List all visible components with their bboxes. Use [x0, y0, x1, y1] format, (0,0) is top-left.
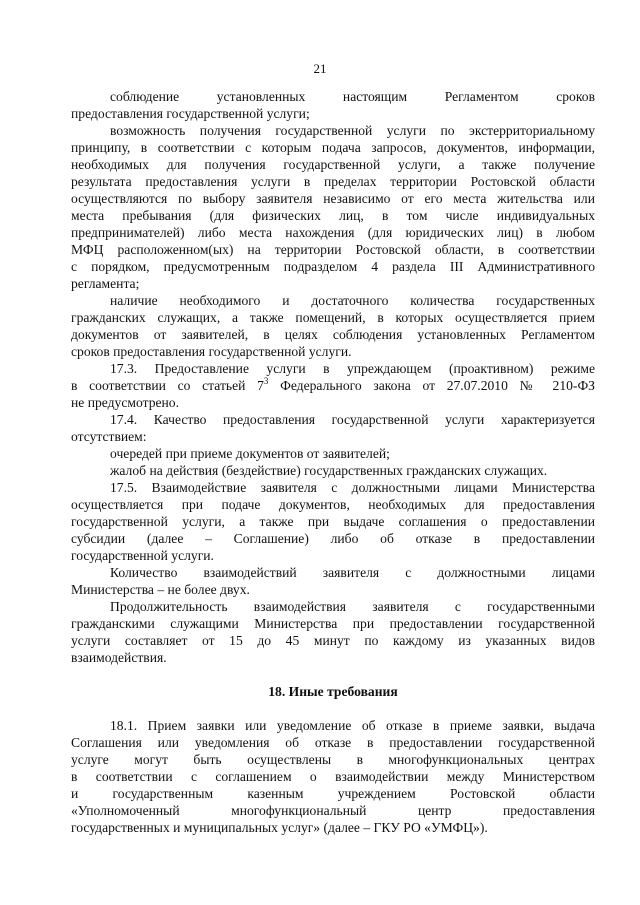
text-line	[71, 479, 595, 496]
text-line	[71, 411, 595, 428]
line-text: возможность получения государственной услуги по экстерриториальному	[110, 123, 595, 138]
paragraphs-section-18	[71, 717, 595, 836]
line-text: 17.5. Взаимодействие заявителя с должностными лицами Министерства	[110, 480, 595, 495]
line-text: Количество взаимодействий заявителя с должностными лицами	[110, 565, 595, 580]
text-line	[71, 632, 595, 649]
line-text: МФЦ расположенном(ых) на территории Ростовской области, в соответствии	[71, 242, 595, 257]
text-line	[71, 173, 595, 190]
line-text: в соответствии со статьей 7	[71, 378, 264, 393]
line-text: осуществляется при подаче документов, необходимых для предоставления	[71, 497, 595, 512]
line-text: жалоб на действия (бездействие) государственных гражданских служащих.	[110, 463, 548, 478]
text-line	[71, 105, 595, 122]
page-number: 21	[313, 61, 327, 76]
text-line	[71, 462, 595, 479]
text-line	[71, 734, 595, 751]
text-line	[71, 615, 595, 632]
document-body	[71, 88, 595, 836]
text-line	[71, 717, 595, 734]
line-text: сроков предоставления государственной услуги.	[71, 344, 352, 359]
line-text: результата предоставления услуги в пределах территории Ростовской области	[71, 174, 595, 189]
text-line	[71, 377, 595, 394]
line-text: места пребывания (для физических лиц, в том числе индивидуальных	[71, 208, 595, 223]
text-line	[71, 649, 595, 666]
text-line	[71, 445, 595, 462]
text-line	[71, 224, 595, 241]
line-text: услуге могут быть осуществлены в многофункциональных центрах	[71, 752, 595, 767]
text-line	[71, 241, 595, 258]
line-text: регламента;	[71, 276, 140, 291]
text-line	[71, 768, 595, 785]
line-text: Соглашения или уведомления об отказе в предоставлении государственной	[71, 735, 595, 750]
text-line	[71, 88, 595, 105]
text-line	[71, 598, 595, 615]
line-text: предоставления государственной услуги;	[71, 106, 310, 121]
spacer	[71, 700, 595, 717]
line-text: и государственным казенным учреждением Ростовской области	[71, 786, 595, 801]
line-text-after: Федерального закона от 27.07.2010 № 210-ФЗ	[268, 378, 595, 393]
line-text: соблюдение установленных настоящим Регламентом сроков	[110, 89, 595, 104]
line-text: необходимых для получения государственной услуги, а также получение	[71, 157, 595, 172]
paragraphs-section-17	[71, 88, 595, 666]
text-line	[71, 785, 595, 802]
text-line	[71, 360, 595, 377]
line-text: 17.4. Качество предоставления государственной услуги характеризуется	[110, 412, 595, 427]
text-line	[71, 802, 595, 819]
line-text: государственной услуги, а также при выдаче соглашения о предоставлении	[71, 514, 595, 529]
line-text: Продолжительность взаимодействия заявителя с государственными	[110, 599, 595, 614]
line-text: не предусмотрено.	[71, 395, 180, 410]
line-text: предпринимателей) либо места нахождения (для юридических лиц) в любом	[71, 225, 595, 240]
text-line	[71, 207, 595, 224]
line-text: государственной услуги.	[71, 548, 214, 563]
text-line	[71, 819, 595, 836]
superscript: 3	[263, 376, 269, 386]
line-text: услуги составляет от 15 до 45 минут по каждому из указанных видов	[71, 633, 595, 648]
text-line	[71, 275, 595, 292]
text-line	[71, 326, 595, 343]
text-line	[71, 513, 595, 530]
line-text: наличие необходимого и достаточного количества государственных	[110, 293, 595, 308]
line-text: взаимодействия.	[71, 650, 167, 665]
text-line	[71, 581, 595, 598]
line-text: «Уполномоченный многофункциональный центр предоставления	[71, 803, 595, 818]
text-line	[71, 496, 595, 513]
text-line	[71, 292, 595, 309]
section-heading: 18. Иные требования	[268, 684, 398, 699]
text-line	[71, 547, 595, 564]
text-line	[71, 428, 595, 445]
text-line	[71, 190, 595, 207]
text-line	[71, 564, 595, 581]
text-line	[71, 258, 595, 275]
line-text: гражданских служащих, а также помещений, в которых осуществляется прием	[71, 310, 595, 325]
line-text: отсутствием:	[71, 429, 147, 444]
text-line	[71, 309, 595, 326]
line-text: субсидии (далее – Соглашение) либо об отказе в предоставлении	[71, 531, 595, 546]
line-text: государственных и муниципальных услуг» (далее – ГКУ РО «УМФЦ»).	[71, 820, 488, 835]
line-text: с порядком, предусмотренным подразделом 4 раздела III Административного	[71, 259, 595, 274]
line-text: Министерства – не более двух.	[71, 582, 250, 597]
text-line	[71, 156, 595, 173]
line-text: очередей при приеме документов от заявителей;	[110, 446, 390, 461]
text-line	[71, 139, 595, 156]
text-line	[71, 394, 595, 411]
line-text: гражданскими служащими Министерства при предоставлении государственной	[71, 616, 595, 631]
text-line	[71, 122, 595, 139]
line-text: в соответствии с соглашением о взаимодействии между Министерством	[71, 769, 595, 784]
text-line	[71, 530, 595, 547]
line-text: принципу, в соответствии с которым подача запросов, документов, информации,	[71, 140, 595, 155]
text-line	[71, 751, 595, 768]
line-text: 17.3. Предоставление услуги в упреждающем (проактивном) режиме	[110, 361, 595, 376]
line-text: документов от заявителей, в целях соблюдения установленных Регламентом	[71, 327, 595, 342]
line-text: 18.1. Прием заявки или уведомление об отказе в приеме заявки, выдача	[110, 718, 595, 733]
text-line	[71, 343, 595, 360]
spacer	[71, 666, 595, 683]
line-text: осуществляются по выбору заявителя независимо от его места жительства или	[71, 191, 595, 206]
